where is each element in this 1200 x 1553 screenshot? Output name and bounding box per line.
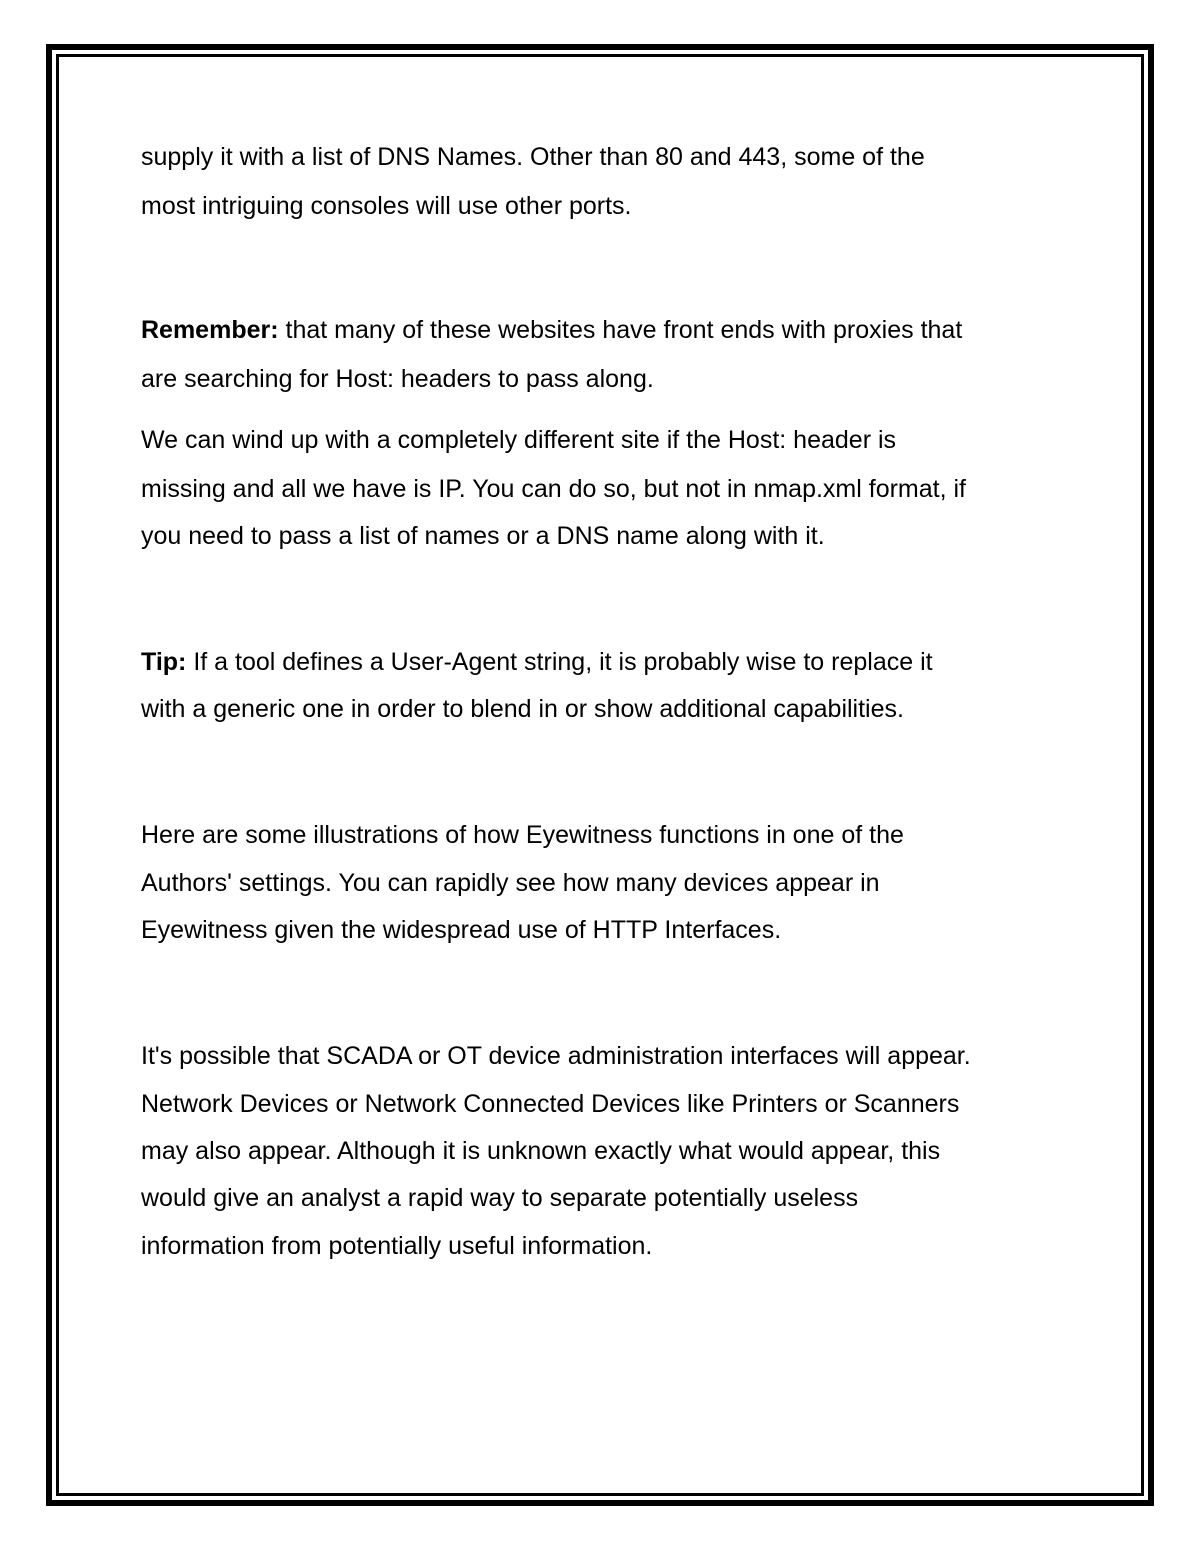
paragraph-3-line-2: missing and all we have is IP. You can do so, but not in nmap.xml format, if	[141, 475, 966, 503]
paragraph-5-line-2: Authors' settings. You can rapidly see how many devices appear in	[141, 869, 880, 897]
paragraph-6-line-4: would give an analyst a rapid way to separate potentially useless	[141, 1184, 859, 1212]
remember-text: that many of these websites have front ends with proxies that	[278, 316, 963, 344]
paragraph-6-line-5: information from potentially useful information.	[141, 1232, 653, 1260]
tip-paragraph-line-1	[141, 647, 933, 677]
remember-paragraph-line-2: are searching for Host: headers to pass along.	[141, 365, 654, 393]
paragraph-6-line-3: may also appear. Although it is unknown exactly what would appear, this	[141, 1137, 941, 1165]
tip-paragraph-line-2: with a generic one in order to blend in or show additional capabilities.	[141, 695, 904, 723]
paragraph-1-line-1: supply it with a list of DNS Names. Other than 80 and 443, some of the	[141, 143, 925, 171]
paragraph-3-line-3: you need to pass a list of names or a DNS name along with it.	[141, 522, 825, 550]
page-border-inner	[56, 54, 1144, 1496]
paragraph-3-line-1: We can wind up with a completely different site if the Host: header is	[141, 426, 897, 454]
remember-paragraph-line-1	[141, 315, 962, 345]
tip-label: Tip:	[141, 648, 187, 676]
paragraph-5-line-1: Here are some illustrations of how Eyewitness functions in one of the	[141, 821, 904, 849]
paragraph-6-line-2: Network Devices or Network Connected Devices like Printers or Scanners	[141, 1090, 960, 1118]
tip-text: If a tool defines a User-Agent string, it is probably wise to replace it	[186, 648, 933, 676]
paragraph-1-line-2: most intriguing consoles will use other ports.	[141, 192, 632, 220]
paragraph-6-line-1: It's possible that SCADA or OT device administration interfaces will appear.	[141, 1042, 971, 1070]
remember-label: Remember:	[141, 316, 279, 344]
paragraph-5-line-3: Eyewitness given the widespread use of HTTP Interfaces.	[141, 916, 782, 944]
